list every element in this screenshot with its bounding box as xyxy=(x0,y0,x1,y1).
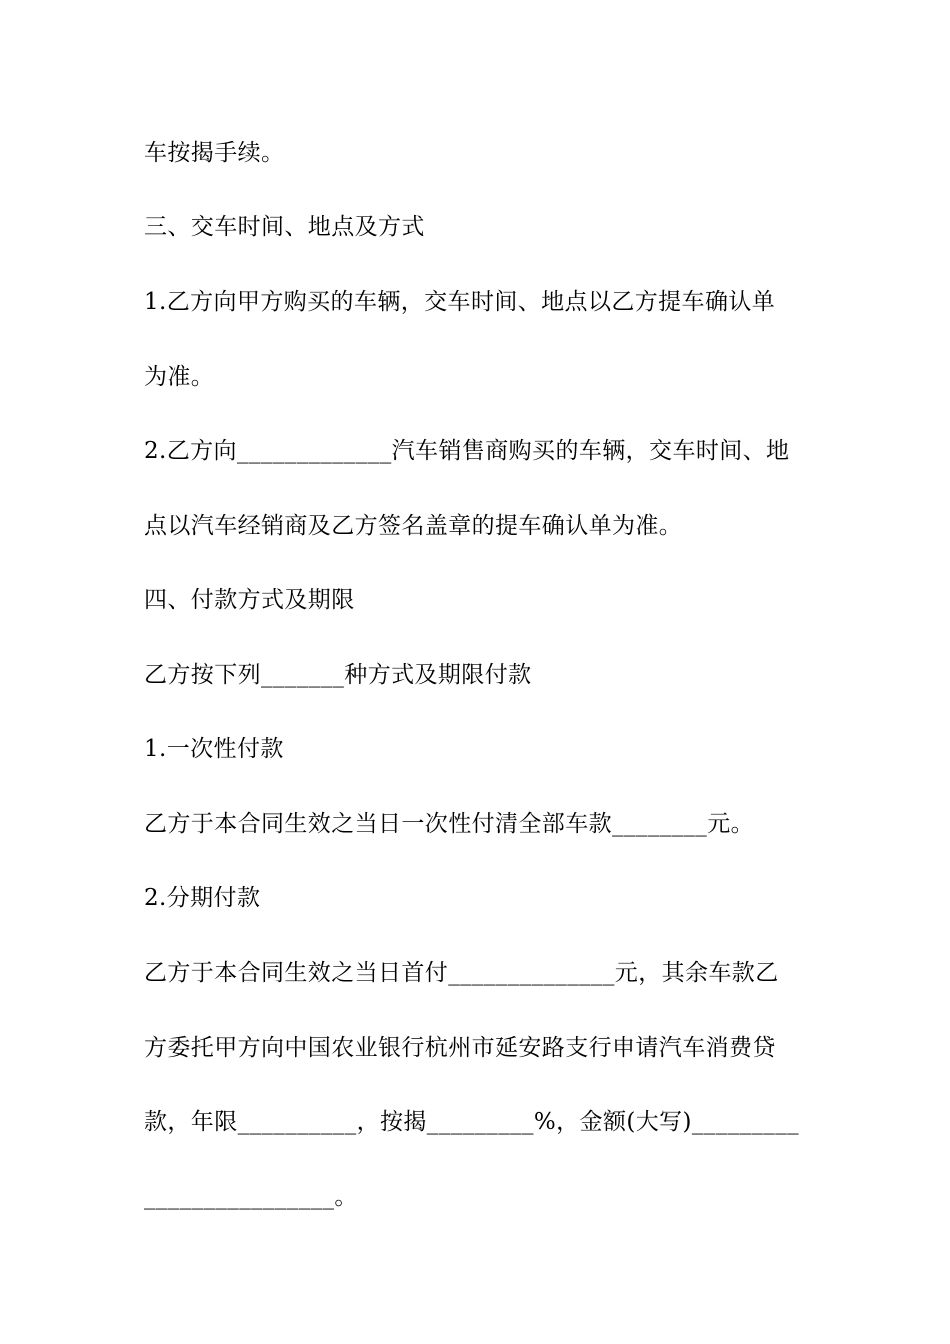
text-line: 乙方于本合同生效之当日一次性付清全部车款________元。 xyxy=(144,811,754,837)
text-line: 为准。 xyxy=(144,364,215,390)
text-line: 乙方于本合同生效之当日首付______________元，其余车款乙 xyxy=(144,960,779,986)
section-heading: 三、交车时间、地点及方式 xyxy=(144,214,425,240)
text-line: 车按揭手续。 xyxy=(144,140,285,166)
subsection-heading: 2.分期付款 xyxy=(144,885,261,911)
text-line: 2.乙方向_____________汽车销售商购买的车辆，交车时间、地 xyxy=(144,438,790,464)
text-line: ________________。 xyxy=(144,1184,358,1210)
text-line: 方委托甲方向中国农业银行杭州市延安路支行申请汽车消费贷 xyxy=(144,1035,776,1061)
section-heading: 四、付款方式及期限 xyxy=(144,587,355,613)
text-line: 乙方按下列_______种方式及期限付款 xyxy=(144,662,532,688)
text-line: 款，年限__________，按揭_________%，金额(大写)_________ xyxy=(144,1109,800,1135)
text-line: 1.乙方向甲方购买的车辆，交车时间、地点以乙方提车确认单 xyxy=(144,289,776,315)
text-line: 点以汽车经销商及乙方签名盖章的提车确认单为准。 xyxy=(144,513,683,539)
subsection-heading: 1.一次性付款 xyxy=(144,736,284,762)
